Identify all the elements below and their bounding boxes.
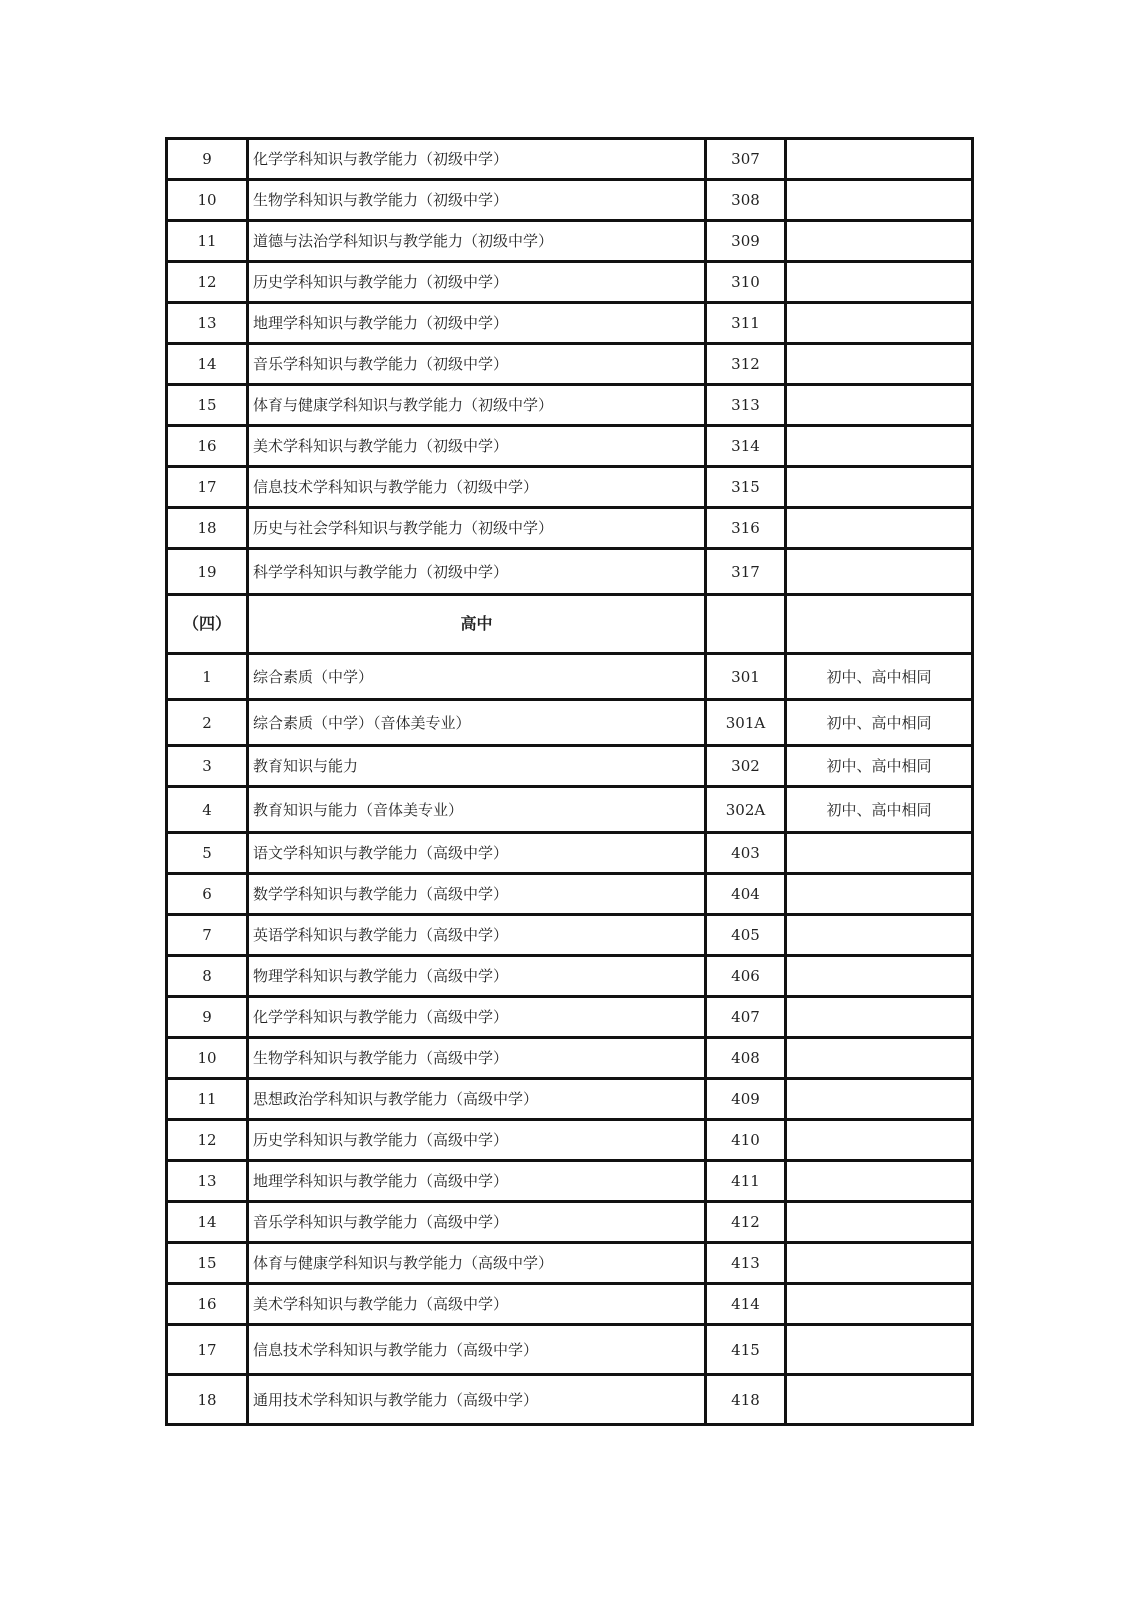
remark: [786, 833, 973, 874]
table-row: [167, 746, 973, 787]
subject-code: 403: [706, 833, 786, 874]
row-number: 17: [167, 1325, 248, 1375]
table-row: [167, 344, 973, 385]
subject-name: 美术学科知识与教学能力（初级中学）: [248, 426, 706, 467]
row-number: 10: [167, 180, 248, 221]
table-row: [167, 956, 973, 997]
remark: [786, 139, 973, 180]
subject-name: 语文学科知识与教学能力（高级中学）: [248, 833, 706, 874]
subject-name: 音乐学科知识与教学能力（初级中学）: [248, 344, 706, 385]
subject-code: 307: [706, 139, 786, 180]
remark: [786, 221, 973, 262]
subject-code: 414: [706, 1284, 786, 1325]
subject-name: 通用技术学科知识与教学能力（高级中学）: [248, 1375, 706, 1425]
subject-name: 化学学科知识与教学能力（初级中学）: [248, 139, 706, 180]
table-row: [167, 915, 973, 956]
remark: [786, 303, 973, 344]
subject-code: 405: [706, 915, 786, 956]
row-number: 4: [167, 787, 248, 833]
table-row: [167, 654, 973, 700]
remark: [786, 595, 973, 654]
remark: [786, 508, 973, 549]
remark: [786, 1120, 973, 1161]
remark: [786, 1079, 973, 1120]
table-row: [167, 221, 973, 262]
subject-name: 体育与健康学科知识与教学能力（高级中学）: [248, 1243, 706, 1284]
row-number: 5: [167, 833, 248, 874]
remark: [786, 1325, 973, 1375]
remark: [786, 1375, 973, 1425]
subject-code: 410: [706, 1120, 786, 1161]
row-number: 7: [167, 915, 248, 956]
remark: [786, 344, 973, 385]
row-number: 12: [167, 1120, 248, 1161]
row-number: 1: [167, 654, 248, 700]
table-row: [167, 1202, 973, 1243]
subject-name: 思想政治学科知识与教学能力（高级中学）: [248, 1079, 706, 1120]
row-number: 18: [167, 1375, 248, 1425]
row-number: 2: [167, 700, 248, 746]
subject-name: 综合素质（中学）（音体美专业）: [248, 700, 706, 746]
subject-code: 408: [706, 1038, 786, 1079]
subject-code: 301A: [706, 700, 786, 746]
remark: 初中、高中相同: [786, 746, 973, 787]
subject-code: 308: [706, 180, 786, 221]
subject-code: 312: [706, 344, 786, 385]
remark: [786, 385, 973, 426]
table-row: [167, 1161, 973, 1202]
subject-code-table: [165, 137, 974, 1426]
subject-name: 数学学科知识与教学能力（高级中学）: [248, 874, 706, 915]
subject-code: 313: [706, 385, 786, 426]
row-number: 11: [167, 1079, 248, 1120]
subject-code: 309: [706, 221, 786, 262]
remark: 初中、高中相同: [786, 787, 973, 833]
row-number: 12: [167, 262, 248, 303]
subject-name: 信息技术学科知识与教学能力（初级中学）: [248, 467, 706, 508]
subject-code: [706, 595, 786, 654]
subject-name: 科学学科知识与教学能力（初级中学）: [248, 549, 706, 595]
subject-code: 315: [706, 467, 786, 508]
subject-name: 历史学科知识与教学能力（高级中学）: [248, 1120, 706, 1161]
table-row: [167, 1375, 973, 1425]
row-number: 9: [167, 139, 248, 180]
subject-name: 音乐学科知识与教学能力（高级中学）: [248, 1202, 706, 1243]
subject-name: 英语学科知识与教学能力（高级中学）: [248, 915, 706, 956]
remark: [786, 262, 973, 303]
row-number: 13: [167, 303, 248, 344]
remark: [786, 874, 973, 915]
subject-name: 历史与社会学科知识与教学能力（初级中学）: [248, 508, 706, 549]
subject-name: 化学学科知识与教学能力（高级中学）: [248, 997, 706, 1038]
remark: [786, 997, 973, 1038]
row-number: 15: [167, 385, 248, 426]
subject-code: 406: [706, 956, 786, 997]
remark: [786, 426, 973, 467]
row-number: 8: [167, 956, 248, 997]
row-number: 16: [167, 426, 248, 467]
row-number: 11: [167, 221, 248, 262]
subject-code: 404: [706, 874, 786, 915]
table-row: [167, 139, 973, 180]
remark: [786, 1202, 973, 1243]
table-row: [167, 262, 973, 303]
remark: 初中、高中相同: [786, 654, 973, 700]
row-number: 13: [167, 1161, 248, 1202]
remark: [786, 549, 973, 595]
subject-code: 418: [706, 1375, 786, 1425]
subject-code: 413: [706, 1243, 786, 1284]
table-row: [167, 1243, 973, 1284]
row-number: 14: [167, 344, 248, 385]
subject-name: 信息技术学科知识与教学能力（高级中学）: [248, 1325, 706, 1375]
subject-name: 教育知识与能力: [248, 746, 706, 787]
row-number: 19: [167, 549, 248, 595]
subject-code: 412: [706, 1202, 786, 1243]
remark: [786, 915, 973, 956]
subject-name: 历史学科知识与教学能力（初级中学）: [248, 262, 706, 303]
table-row: [167, 303, 973, 344]
subject-name: 地理学科知识与教学能力（初级中学）: [248, 303, 706, 344]
remark: 初中、高中相同: [786, 700, 973, 746]
subject-code: 317: [706, 549, 786, 595]
table-row: [167, 180, 973, 221]
remark: [786, 956, 973, 997]
table-row: [167, 508, 973, 549]
subject-code: 302A: [706, 787, 786, 833]
table-row: [167, 467, 973, 508]
section-number: （四）: [167, 595, 248, 654]
table-row: [167, 1079, 973, 1120]
subject-code: 314: [706, 426, 786, 467]
subject-name: 教育知识与能力（音体美专业）: [248, 787, 706, 833]
row-number: 10: [167, 1038, 248, 1079]
subject-name: 美术学科知识与教学能力（高级中学）: [248, 1284, 706, 1325]
subject-name: 体育与健康学科知识与教学能力（初级中学）: [248, 385, 706, 426]
table-row: [167, 385, 973, 426]
table-row: [167, 1284, 973, 1325]
subject-name: 综合素质（中学）: [248, 654, 706, 700]
table-row: [167, 426, 973, 467]
subject-name: 地理学科知识与教学能力（高级中学）: [248, 1161, 706, 1202]
subject-code: 415: [706, 1325, 786, 1375]
remark: [786, 1243, 973, 1284]
section-title: 高中: [248, 595, 706, 654]
remark: [786, 1038, 973, 1079]
row-number: 17: [167, 467, 248, 508]
table-row: [167, 1325, 973, 1375]
subject-code: 310: [706, 262, 786, 303]
table-row: [167, 1038, 973, 1079]
subject-code: 316: [706, 508, 786, 549]
subject-name: 生物学科知识与教学能力（初级中学）: [248, 180, 706, 221]
subject-name: 道德与法治学科知识与教学能力（初级中学）: [248, 221, 706, 262]
subject-name: 生物学科知识与教学能力（高级中学）: [248, 1038, 706, 1079]
subject-code: 311: [706, 303, 786, 344]
table-row: [167, 874, 973, 915]
remark: [786, 467, 973, 508]
remark: [786, 180, 973, 221]
row-number: 9: [167, 997, 248, 1038]
subject-code: 407: [706, 997, 786, 1038]
remark: [786, 1284, 973, 1325]
subject-code: 302: [706, 746, 786, 787]
table-row: [167, 833, 973, 874]
remark: [786, 1161, 973, 1202]
table-row: [167, 549, 973, 595]
table-row: [167, 997, 973, 1038]
subject-name: 物理学科知识与教学能力（高级中学）: [248, 956, 706, 997]
table-row: [167, 787, 973, 833]
subject-code: 301: [706, 654, 786, 700]
row-number: 16: [167, 1284, 248, 1325]
row-number: 14: [167, 1202, 248, 1243]
row-number: 18: [167, 508, 248, 549]
row-number: 3: [167, 746, 248, 787]
subject-code: 409: [706, 1079, 786, 1120]
table-row: [167, 700, 973, 746]
table-row: [167, 1120, 973, 1161]
section-header-row: [167, 595, 973, 654]
row-number: 6: [167, 874, 248, 915]
row-number: 15: [167, 1243, 248, 1284]
subject-code: 411: [706, 1161, 786, 1202]
